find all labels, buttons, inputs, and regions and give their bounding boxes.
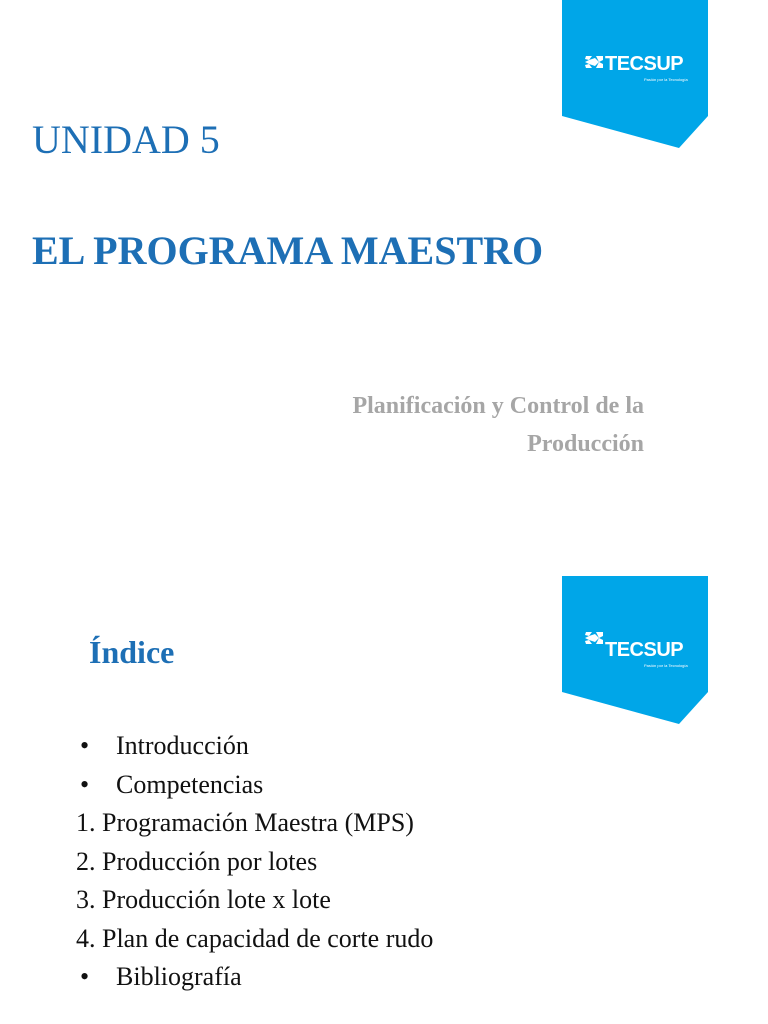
logo-wordmark: TECSUP	[605, 53, 684, 75]
list-item-text: 2. Producción por lotes	[76, 846, 318, 876]
list-item-text: Bibliografía	[116, 962, 242, 991]
list-item	[76, 843, 433, 882]
unit-title: UNIDAD 5	[32, 117, 220, 162]
logo-wordmark: TECSUP	[605, 639, 684, 661]
bullet-marker: •	[80, 731, 90, 760]
list-item-text: Introducción	[116, 731, 249, 760]
list-item-text: Competencias	[116, 769, 264, 799]
bullet-marker: •	[80, 962, 90, 991]
list-item	[76, 804, 433, 843]
list-item-text: 4. Plan de capacidad de corte rudo	[76, 923, 434, 953]
list-item	[76, 881, 433, 920]
main-title: EL PROGRAMA MAESTRO	[32, 228, 544, 273]
bullet-marker: •	[80, 769, 90, 799]
index-slide	[0, 512, 768, 1024]
list-item	[76, 766, 433, 805]
list-item	[76, 727, 433, 766]
index-title: Índice	[89, 634, 175, 670]
list-item	[76, 958, 433, 997]
list-item-text: 3. Producción lote x lote	[76, 885, 331, 914]
index-list	[76, 727, 433, 997]
subtitle-line-2: Producción	[527, 431, 644, 457]
list-item-text: 1. Programación Maestra (MPS)	[76, 808, 414, 837]
logo-tagline: Pasión por la Tecnología	[644, 77, 688, 82]
subtitle-line-1: Planificación y Control de la	[352, 393, 644, 419]
logo-tagline: Pasión por la Tecnología	[644, 663, 688, 668]
subtitle	[184, 387, 644, 463]
tecsup-badge	[562, 576, 708, 724]
tecsup-badge	[562, 0, 708, 148]
list-item	[76, 920, 433, 959]
